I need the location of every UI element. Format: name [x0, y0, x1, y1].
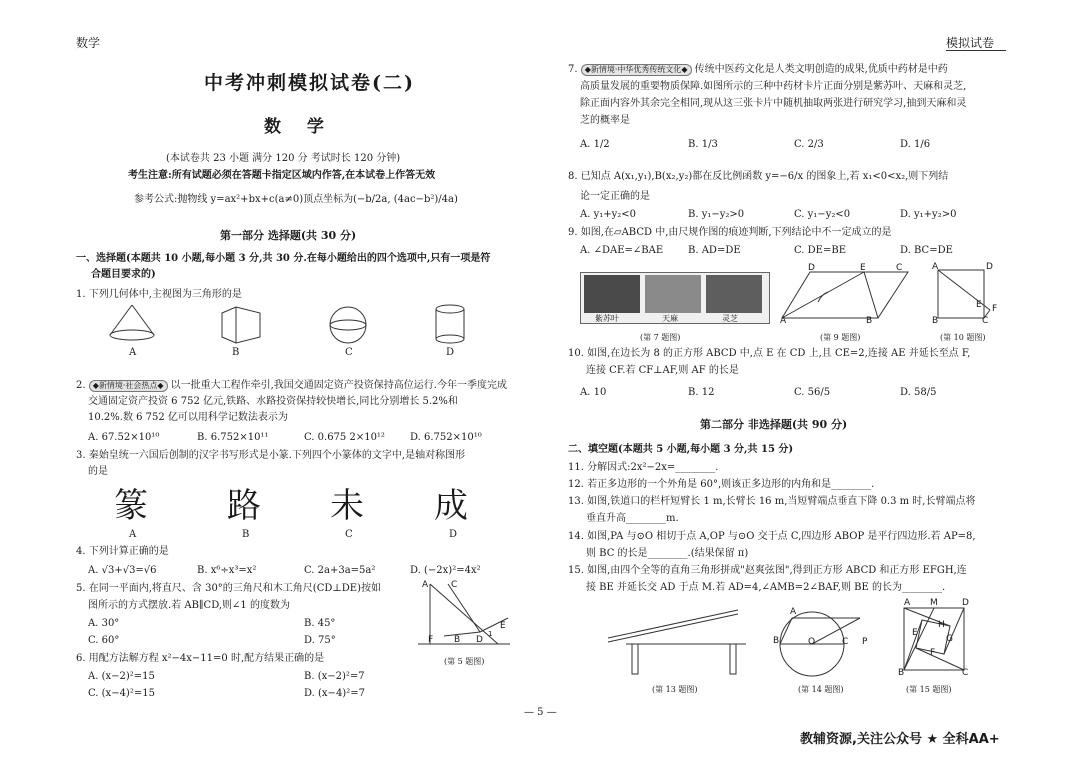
q13-figure	[606, 604, 756, 678]
question-2-line2: 交通固定资产投资 6 752 亿元,铁路、水路投资保持较快增长,同比分别增长 5.2%和	[88, 396, 458, 407]
q14-label-p: P	[862, 637, 868, 647]
q14-label-o: O	[808, 637, 816, 647]
q8-option-b: B. y₁−y₂>0	[688, 209, 745, 220]
header-exam-type: 模拟试卷	[946, 36, 995, 50]
q4-option-d: D. (−2x)²=4x²	[410, 565, 481, 576]
question-11: 11. 分解因式:2x²−2x=________.	[568, 462, 719, 473]
question-7-line4: 芝的概率是	[580, 115, 630, 126]
q10-caption: (第 10 题图)	[940, 333, 986, 342]
q4-option-a: A. √3+√3=√6	[88, 565, 157, 576]
formula-vertex: (−b/2a, (4ac−b²)/4a)	[353, 194, 458, 205]
question-7-line2: 高质量发展的重要物质保障.如图所示的三种中药材卡片正面分别是紫苏叶、天麻和灵芝,	[580, 81, 967, 92]
question-3-line2: 的是	[88, 466, 108, 477]
q5-label-b: B	[454, 635, 461, 645]
q3-label-c: C	[345, 529, 353, 540]
q9-label-c: C	[896, 263, 903, 273]
q9-label-e: E	[860, 263, 866, 273]
q7-context-tag: ◆新情境·中华优秀传统文化◆	[581, 64, 692, 76]
q9-caption: (第 9 题图)	[820, 333, 861, 342]
header-subject: 数学	[76, 36, 101, 50]
question-7-line3: 除正面内容外其余完全相同,现从这三张卡片中随机抽取两张进行研究学习,抽到天麻和灵	[580, 98, 967, 109]
q8-option-a: A. y₁+y₂<0	[580, 209, 637, 220]
question-7: 7. ◆新情境·中华优秀传统文化◆ 传统中医药文化是人类文明创造的成果,优质中药材是中药	[568, 64, 948, 75]
q9-label-d: D	[808, 263, 815, 273]
card-gastrodia-label: 天麻	[662, 314, 678, 323]
exam-info: (本试卷共 23 小题 满分 120 分 考试时长 120 分钟)	[166, 153, 401, 164]
q1-label-b: B	[232, 347, 240, 358]
q9-label-b: B	[866, 316, 873, 326]
barrier-post-left	[632, 644, 638, 674]
q2-option-a: A. 67.52×10¹⁰	[88, 432, 160, 443]
q15-label-g: G	[946, 634, 953, 644]
q10-label-f: F	[992, 304, 998, 314]
header-underline	[946, 50, 1006, 51]
q14-label-c: C	[842, 637, 849, 647]
q15-label-h: H	[938, 620, 945, 630]
section2-instruction: 二、填空题(本题共 5 小题,每小题 3 分,共 15 分)	[568, 444, 794, 455]
q5-label-a: A	[422, 580, 429, 590]
square-abcd	[904, 608, 964, 670]
question-15-line2: 接 BE 并延长交 AD 于点 M.若 AD=4,∠AMB=2∠BAF,则 BE 的长为________.	[586, 582, 946, 593]
question-14-line2: 则 BC 的长是________.(结果保留 π)	[586, 548, 749, 559]
card-perilla-image	[584, 275, 640, 313]
question-9: 9. 如图,在▱ABCD 中,由尺规作图的痕迹判断,下列结论中不一定成立的是	[568, 227, 892, 238]
card-perilla-label: 紫苏叶	[595, 314, 619, 323]
question-3: 3. 秦始皇统一六国后创制的汉字书写形式是小篆.下列四个小篆体的文字中,是轴对称图形	[76, 450, 466, 461]
q1-label-a: A	[129, 347, 137, 358]
q2-option-d: D. 6.752×10¹⁰	[410, 432, 482, 443]
q5-option-c: C. 60°	[88, 635, 120, 646]
q5-label-f: F	[428, 635, 434, 645]
question-13-line2: 垂直升高________m.	[586, 513, 679, 524]
q6-option-b: B. (x−2)²=7	[304, 671, 365, 682]
q10-option-c: C. 56/5	[794, 387, 831, 398]
footer-note: 教辅资源,关注公众号 ★ 全科AA+	[800, 732, 1000, 747]
segment-ab	[780, 618, 792, 644]
q5-label-d: D	[476, 635, 483, 645]
q6-option-c: C. (x−4)²=15	[88, 688, 155, 699]
question-2-line3: 10.2%.数 6 752 亿可以用科学记数法表示为	[88, 412, 288, 423]
q15-label-b: B	[898, 668, 905, 678]
q2-option-c: C. 0.675 2×10¹²	[304, 432, 385, 443]
q3-label-d: D	[449, 529, 458, 540]
barrier-arm	[608, 610, 738, 638]
question-5-line2: 图所示的方式摆放.若 AB∥CD,则∠1 的度数为	[88, 600, 290, 611]
seal-glyph-c: 未	[330, 486, 364, 526]
q10-option-d: D. 58/5	[900, 387, 937, 398]
segment-op	[812, 618, 860, 644]
q10-option-a: A. 10	[580, 387, 607, 398]
card-lingzhi-image	[706, 275, 762, 313]
q9-label-a: A	[780, 316, 787, 326]
q15-label-f: F	[930, 648, 936, 658]
q2-context-tag: ◆新情境·社会热点◆	[89, 380, 168, 392]
q1-solids-figure	[100, 305, 500, 345]
parallelogram-abcd	[782, 272, 908, 318]
q1-label-c: C	[345, 347, 353, 358]
card-lingzhi-label: 灵芝	[722, 314, 738, 323]
q5-label-angle1: 1	[488, 630, 493, 638]
question-10-line2: 连接 CF.若 CF⊥AF,则 AF 的长是	[586, 365, 739, 376]
page-number: — 5 —	[524, 707, 557, 718]
q1-label-d: D	[446, 347, 455, 358]
question-4: 4. 下列计算正确的是	[76, 546, 169, 557]
q15-caption: (第 15 题图)	[906, 685, 952, 694]
section1-instruction: 一、选择题(本题共 10 小题,每小题 3 分,共 30 分.在每小题给出的四个选项中,只有一项是符	[76, 253, 491, 264]
question-6: 6. 用配方法解方程 x²−4x−11=0 时,配方结果正确的是	[76, 653, 325, 664]
q15-label-e: E	[912, 628, 918, 638]
q15-label-c: C	[962, 668, 969, 678]
q10-label-e: E	[976, 300, 982, 310]
q5-label-c: C	[451, 580, 458, 590]
q14-label-b: B	[773, 636, 780, 646]
barrier-post-right	[730, 644, 736, 674]
formula-intro: 参考公式:抛物线 y=ax²+bx+c(a≠0)顶点坐标为	[134, 194, 354, 205]
q9-option-c: C. DE=BE	[794, 245, 846, 256]
q7-option-d: D. 1/6	[900, 139, 931, 150]
carpenter-square-edge	[448, 584, 480, 632]
q5-option-a: A. 30°	[88, 618, 120, 629]
question-13: 13. 如图,铁道口的栏杆短臂长 1 m,长臂长 16 m,当短臂端点垂直下降 0.3 m 时,长臂端点将	[568, 496, 976, 507]
page-title: 中考冲刺模拟试卷(二)	[204, 72, 415, 94]
q9-option-a: A. ∠DAE=∠BAE	[580, 245, 664, 256]
q15-label-a: A	[904, 598, 911, 608]
question-8-line2: 论一定正确的是	[580, 191, 650, 202]
question-12: 12. 若正多边形的一个外角是 60°,则该正多边形的内角和是________.	[568, 479, 875, 490]
question-5: 5. 在同一平面内,将直尺、含 30°的三角尺和木工角尺(CD⊥DE)按如	[76, 583, 381, 594]
seal-glyph-b: 路	[227, 486, 261, 526]
q6-option-d: D. (x−4)²=7	[304, 688, 365, 699]
q15-label-m: M	[930, 598, 938, 608]
q7-caption: (第 7 题图)	[640, 333, 681, 342]
q9-figure	[778, 264, 918, 328]
q9-option-d: D. BC=DE	[900, 245, 953, 256]
q6-option-a: A. (x−2)²=15	[88, 671, 155, 682]
cone-shape	[110, 305, 154, 340]
q5-option-d: D. 75°	[304, 635, 336, 646]
q5-caption: (第 5 题图)	[444, 657, 485, 666]
q10-label-a: A	[932, 262, 939, 272]
q7-option-b: B. 1/3	[688, 139, 718, 150]
q10-option-b: B. 12	[688, 387, 715, 398]
q8-option-c: C. y₁−y₂<0	[794, 209, 851, 220]
q10-label-d: D	[986, 262, 993, 272]
q5-label-e: E	[500, 621, 506, 631]
q14-label-a: A	[790, 607, 797, 617]
q7-option-c: C. 2/3	[794, 139, 824, 150]
question-14: 14. 如图,PA 与⊙O 相切于点 A,OP 与⊙O 交于点 C,四边形 ABOP 是平行四边形.若 AP=8,	[568, 531, 976, 542]
segment-eb	[864, 272, 878, 318]
cylinder-shape	[436, 305, 464, 343]
question-1: 1. 下列几何体中,主视图为三角形的是	[76, 289, 242, 300]
prism-shape	[222, 307, 260, 343]
q4-option-b: B. x⁶÷x³=x²	[197, 565, 257, 576]
q3-label-b: B	[242, 529, 250, 540]
question-15: 15. 如图,由四个全等的直角三角形拼成"赵爽弦图",得到正方形 ABCD 和正方形 EFGH,连	[568, 565, 967, 576]
q13-caption: (第 13 题图)	[652, 685, 698, 694]
q9-option-b: B. AD=DE	[688, 245, 741, 256]
part2-heading: 第二部分 非选择题(共 90 分)	[700, 418, 848, 431]
square-abcd	[938, 270, 984, 318]
exam-notice: 考生注意:所有试题必须在答题卡指定区域内作答,在本试卷上作答无效	[128, 170, 436, 181]
sphere-shape	[330, 307, 366, 343]
segment-bm	[904, 608, 934, 670]
q4-option-c: C. 2a+3a=5a²	[304, 565, 376, 576]
q14-caption: (第 14 题图)	[798, 685, 844, 694]
question-8: 8. 已知点 A(x₁,y₁),B(x₂,y₂)都在反比例函数 y=−6/x 的图象上,若 x₁<0<x₂,则下列结	[568, 171, 949, 182]
q15-label-d: D	[962, 598, 969, 608]
subject-title: 数 学	[264, 117, 334, 137]
q2-option-b: B. 6.752×10¹¹	[197, 432, 269, 443]
q8-option-d: D. y₁+y₂>0	[900, 209, 957, 220]
q10-label-c: C	[982, 316, 989, 326]
part1-heading: 第一部分 选择题(共 30 分)	[220, 229, 357, 242]
card-gastrodia-image	[645, 275, 701, 313]
seal-glyph-d: 成	[434, 486, 468, 526]
seal-glyph-a: 篆	[114, 486, 148, 526]
section1-instruction-cont: 合题目要求的)	[91, 269, 156, 280]
q10-label-b: B	[932, 316, 939, 326]
q5-option-b: B. 45°	[304, 618, 336, 629]
question-10: 10. 如图,在边长为 8 的正方形 ABCD 中,点 E 在 CD 上,且 CE=2,连接 AE 并延长至点 F,	[568, 348, 971, 359]
q3-label-a: A	[129, 529, 137, 540]
question-2: 2. ◆新情境·社会热点◆ 以一批重大工程作牵引,我国交通固定资产投资保持高位运行.今年一季度完成	[76, 380, 507, 391]
q7-option-a: A. 1/2	[580, 139, 610, 150]
segment-af	[938, 270, 990, 310]
q15-figure	[900, 604, 970, 674]
